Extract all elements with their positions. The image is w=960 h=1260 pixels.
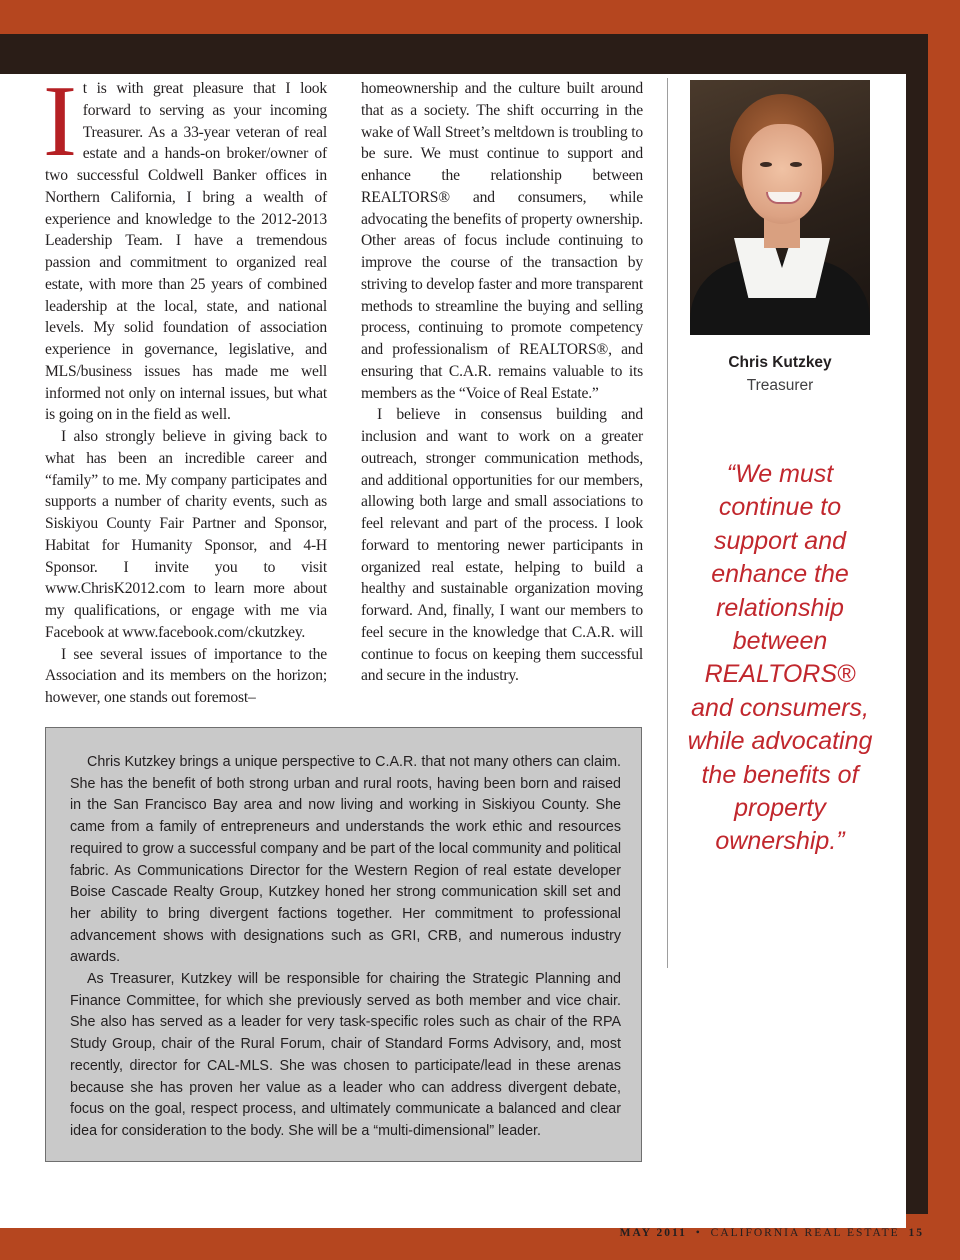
pull-quote-text: “We must continue to support and enhance the relationship between REALTORS® and consumers, while advocating the benefits of property ownership.” bbox=[687, 460, 873, 856]
pull-quote bbox=[684, 458, 876, 859]
article-paragraph: I also strongly believe in giving back to what has been an incredible career and “family” to me. My company participates and supports a number of charity events, such as Siskiyou County Fair Partner and Sponsor, Habitat for Humanity Sponsor, and 4-H Sponsor. I invite you to visit www.ChrisK2012.com to learn more about my qualifications, or engage with me via Facebook at www.facebook.com/ckutzkey. bbox=[45, 428, 327, 641]
drop-cap: I bbox=[43, 65, 77, 178]
page-footer bbox=[620, 1227, 924, 1239]
profile-title: Treasurer bbox=[746, 377, 814, 394]
profile-name: Chris Kutzkey bbox=[728, 354, 832, 371]
bio-paragraph: As Treasurer, Kutzkey will be responsible for chairing the Strategic Planning and Finance Committee, for which she previously served as both member and vice chair. She also has served as a leader for very task-specific roles such as chair of the RPA Study Group, chair of the Rural Forum, chair of Standard Forms Advisory, and, most recently, director for CAL-MLS. She was chosen to participate/lead in these arenas because she has proven her value as a leader who can address divergent debate, focus on the goal, respect process, and ultimately communicate a balanced and clear idea for consideration to the body. She will be a “multi-dimensional” leader. bbox=[70, 971, 621, 1139]
article-paragraph: I see several issues of importance to the Association and its members on the horizon; however, one stands out foremost– bbox=[45, 645, 327, 706]
bio-paragraph: Chris Kutzkey brings a unique perspective to C.A.R. that not many others can claim. She has the benefit of both strong urban and rural roots, having been born and raised in the San Francisco Bay area and now living and working in Siskiyou County. She came from a family of entrepreneurs and understands the work ethic and resources required to grow a successful company and be part of the local community and political fabric. As Communications Director for the Western Region of real estate developer Boise Cascade Realty Group, Kutzkey honed her strong communication skill set and her ability to bring divergent factions together. Her commitment to professional advancement shows with designations such as GRI, CRB, and numerous industry awards. bbox=[70, 754, 621, 966]
article-paragraph: homeownership and the culture built around that as a society. The shift occurring in the wake of Wall Street’s meltdown is troubling to be sure. We must continue to support and enhance the relationship between REALTORS® and consumers, while advocating the benefits of property ownership. Other areas of focus include continuing to improve the course of the transaction by striving to develop faster and more transparent methods to streamline the buying and selling process, continuing to promote competency and professionalism of REALTORS®, and ensuring that C.A.R. remains valuable to its members as the “Voice of Real Estate.” bbox=[361, 80, 643, 402]
article-column-1 bbox=[43, 65, 327, 709]
footer-month: MAY 2011 bbox=[619, 1227, 687, 1239]
footer-bullet: • bbox=[695, 1227, 702, 1239]
bio-box bbox=[45, 727, 642, 1162]
page-number: 15 bbox=[908, 1227, 924, 1239]
column-divider bbox=[667, 78, 668, 968]
paragraph-text: t is with great pleasure that I look forward to serving as your incoming Treasurer. As a 33-year veteran of real estate and a hands-on broker/owner of two successful Coldwell Banker offices in Northern California, I bring a wealth of experience and knowledge to the 2012-2013 Leadership Team. I have a tremendous passion and commitment to organized real estate, with more than 25 years of combined leadership at the local, state, and national levels. My solid foundation of association experience in governance, legislative, and MLS/business issues has made me well informed not only on internal issues, but what is going on in the field as well. bbox=[45, 80, 327, 424]
article-paragraph: I believe in consensus building and inclusion and want to work on a greater outreach, stronger communication methods, and additional opportunities for our members, allowing both large and small associations to feel relevant and part of the process. I look forward to mentoring newer participants in organized real estate, helping to build a healthy and sustainable organization moving forward. And, finally, I want our members to feel secure in the knowledge that C.A.R. will continue to focus on keeping them successful and secure in the industry. bbox=[361, 406, 643, 685]
article-paragraph bbox=[43, 65, 327, 426]
footer-publication: CALIFORNIA REAL ESTATE bbox=[710, 1227, 900, 1239]
article-column-2 bbox=[361, 78, 643, 687]
portrait-photo bbox=[690, 80, 870, 335]
